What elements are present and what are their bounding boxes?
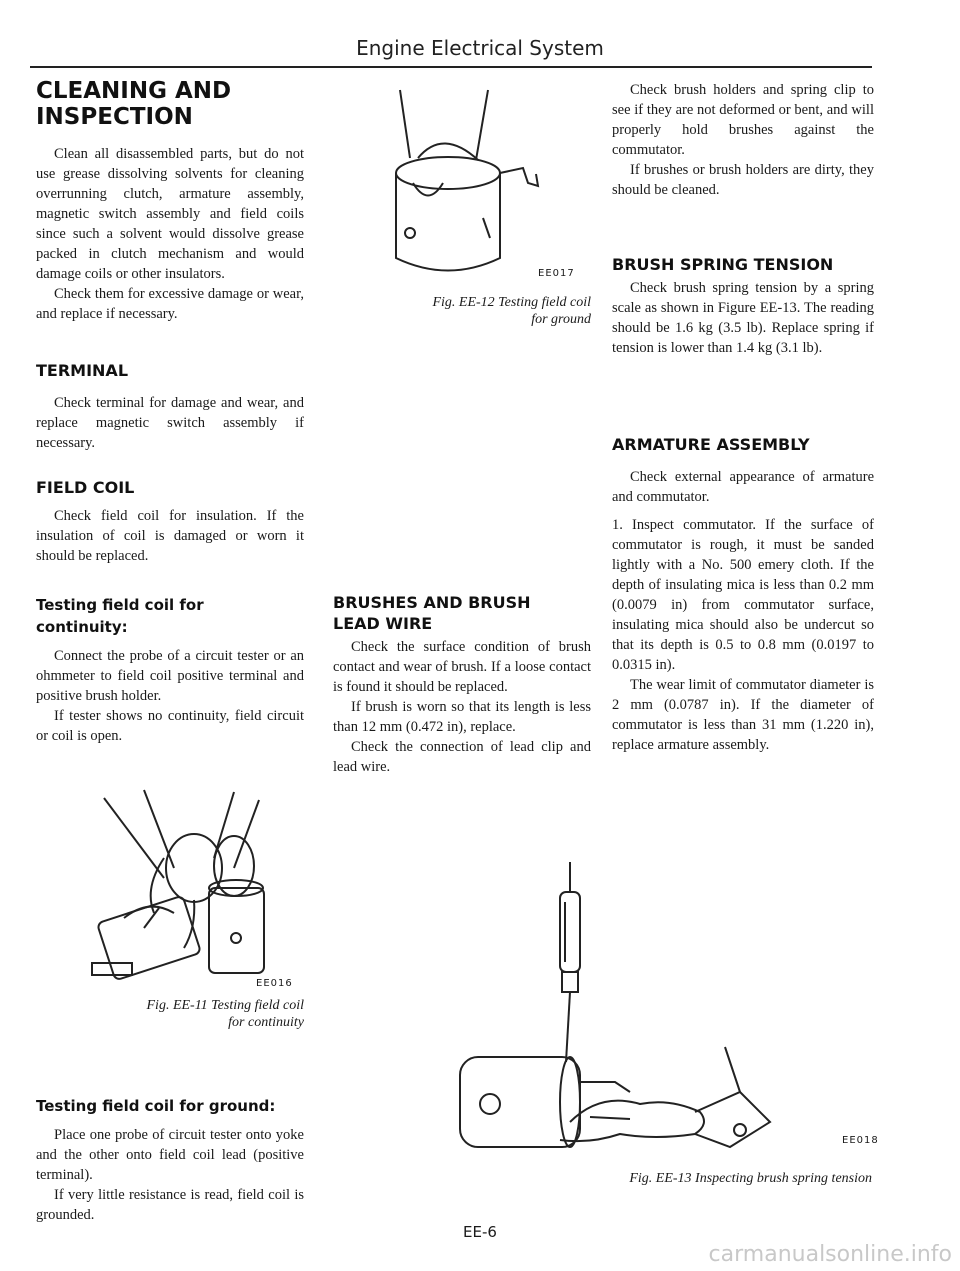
ground-paragraph-1: Place one probe of circuit tester onto yoke and the other onto field coil lead (positive terminal). [36, 1127, 304, 1183]
field-coil-heading: FIELD COIL [36, 478, 135, 497]
continuity-heading-line1: Testing field coil for [36, 596, 204, 614]
cleaning-heading-line1: CLEANING AND [36, 78, 232, 104]
brushes-paragraph-1: Check the surface condition of brush contact and wear of brush. If a loose contact is found it should be replaced. [333, 639, 591, 695]
fig12-code: EE017 [538, 268, 575, 279]
fig13-code: EE018 [842, 1135, 879, 1146]
brushes-section [333, 592, 591, 777]
spring-heading: BRUSH SPRING TENSION [612, 255, 834, 274]
page-header: Engine Electrical System [356, 36, 604, 60]
holders-paragraph-1: Check brush holders and spring clip to see if they are not deformed or bent, and will properly hold brushes against the commutator. [612, 82, 874, 158]
field-coil-continuity-illustration [84, 788, 284, 988]
ground-section [36, 1095, 304, 1225]
armature-heading: ARMATURE ASSEMBLY [612, 435, 810, 454]
fig11-caption-line1: Fig. EE-11 Testing field coil [146, 998, 304, 1013]
ground-paragraph-2: If very little resistance is read, field coil is grounded. [36, 1187, 304, 1223]
figure-ee12 [388, 88, 588, 284]
cleaning-paragraph-2: Check them for excessive damage or wear, and replace if necessary. [36, 286, 304, 322]
brush-spring-tension-illustration [440, 862, 880, 1162]
cleaning-heading-line2: INSPECTION [36, 104, 193, 130]
fig11-code: EE016 [256, 978, 293, 989]
terminal-heading: TERMINAL [36, 361, 129, 380]
page-number: EE-6 [463, 1223, 497, 1241]
terminal-paragraph: Check terminal for damage and wear, and replace magnetic switch assembly if necessary. [36, 395, 304, 451]
figure-ee13 [440, 862, 880, 1162]
brushes-heading-line2: LEAD WIRE [333, 614, 433, 633]
fig13-caption: Fig. EE-13 Inspecting brush spring tension [629, 1171, 872, 1186]
fig11-caption [36, 997, 304, 1031]
brushes-paragraph-3: Check the connection of lead clip and lead wire. [333, 739, 591, 775]
continuity-heading-line2: continuity: [36, 618, 128, 636]
holders-paragraph-2: If brushes or brush holders are dirty, they should be cleaned. [612, 162, 874, 198]
field-coil-ground-illustration [388, 88, 588, 284]
continuity-paragraph-2: If tester shows no continuity, field circuit or coil is open. [36, 708, 304, 744]
spring-paragraph: Check brush spring tension by a spring scale as shown in Figure EE-13. The reading should be 1.6 kg (3.5 lb). Replace spring if tension is lower than 1.4 kg (3.1 lb). [612, 280, 874, 356]
fig12-caption-line2: for ground [531, 312, 591, 327]
brushes-heading-line1: BRUSHES AND BRUSH [333, 593, 531, 612]
cleaning-heading [36, 78, 304, 130]
fig11-caption-line2: for continuity [228, 1015, 304, 1030]
fig12-caption-line1: Fig. EE-12 Testing field coil [432, 295, 591, 310]
continuity-paragraph-1: Connect the probe of a circuit tester or an ohmmeter to field coil positive terminal and positive brush holder. [36, 648, 304, 704]
column-3 [612, 80, 874, 755]
cleaning-paragraph-1: Clean all disassembled parts, but do not use grease dissolving solvents for cleaning overrunning clutch, armature assembly, magnetic switch assembly and field coils since such a solvent would dissolve grease packed in clutch mechanism and would damage coils or other insulators. [36, 146, 304, 282]
armature-paragraph-2: 1. Inspect commutator. If the surface of commutator is rough, it must be sanded lightly with a No. 500 emery cloth. If the depth of insulating mica is less than 0.2 mm (0.0079 in) from commutator surface, insulating mica should also be undercut so that its depth is 0.5 to 0.8 mm (0.0197 to 0.0315 in). [612, 517, 874, 673]
header-rule [30, 66, 872, 68]
continuity-heading [36, 594, 304, 638]
column-1 [36, 78, 304, 746]
fig12-caption [333, 294, 591, 328]
watermark: carmanualsonline.info [708, 1242, 952, 1267]
figure-ee11 [84, 788, 293, 989]
armature-paragraph-1: Check external appearance of armature and commutator. [612, 469, 874, 505]
brushes-paragraph-2: If brush is worn so that its length is less than 12 mm (0.472 in), replace. [333, 699, 591, 735]
ground-heading: Testing field coil for ground: [36, 1097, 276, 1115]
brushes-heading [333, 592, 591, 634]
armature-paragraph-3: The wear limit of commutator diameter is 2 mm (0.0787 in). If the diameter of commutator is less than 31 mm (1.220 in), replace armature assembly. [612, 677, 874, 753]
field-coil-paragraph: Check field coil for insulation. If the insulation of coil is damaged or worn it should be replaced. [36, 508, 304, 564]
